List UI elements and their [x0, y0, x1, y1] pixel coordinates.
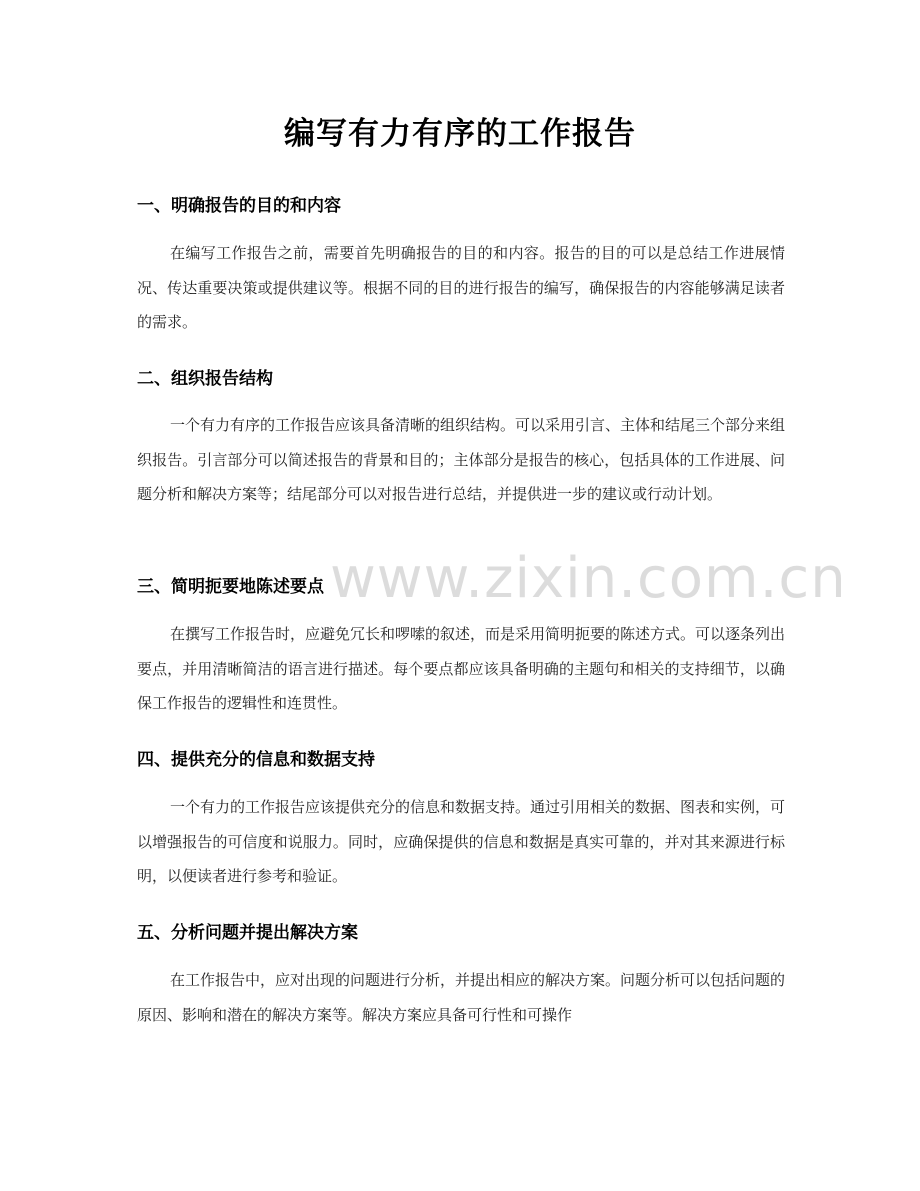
watermark: www.zixin.com.cn [330, 546, 847, 611]
section-heading: 四、提供充分的信息和数据支持 [137, 750, 375, 770]
section-heading: 三、简明扼要地陈述要点 [137, 577, 324, 597]
document-title: 编写有力有序的工作报告 [284, 116, 636, 152]
section-heading: 一、明确报告的目的和内容 [137, 196, 341, 216]
section-heading: 二、组织报告结构 [137, 369, 273, 389]
section-paragraph: 一个有力的工作报告应该提供充分的信息和数据支持。通过引用相关的数据、图表和实例，可以增强报告的可信度和说服力。同时，应确保提供的信息和数据是真实可靠的，并对其来源进行标明，以便读者进行参考和验证。 [137, 798, 786, 885]
section-paragraph: 在撰写工作报告时，应避免冗长和啰嗦的叙述，而是采用简明扼要的陈述方式。可以逐条列出要点，并用清晰简洁的语言进行描述。每个要点都应该具备明确的主题句和相关的支持细节，以确保工作报告的逻辑性和连贯性。 [137, 625, 786, 712]
section-heading: 五、分析问题并提出解决方案 [137, 923, 358, 943]
section-paragraph: 一个有力有序的工作报告应该具备清晰的组织结构。可以采用引言、主体和结尾三个部分来组织报告。引言部分可以简述报告的背景和目的；主体部分是报告的核心，包括具体的工作进展、问题分析和解决方案等；结尾部分可以对报告进行总结，并提供进一步的建议或行动计划。 [137, 416, 786, 503]
section-paragraph: 在编写工作报告之前，需要首先明确报告的目的和内容。报告的目的可以是总结工作进展情况、传达重要决策或提供建议等。根据不同的目的进行报告的编写，确保报告的内容能够满足读者的需求。 [137, 244, 785, 331]
section-paragraph: 在工作报告中，应对出现的问题进行分析，并提出相应的解决方案。问题分析可以包括问题的原因、影响和潜在的解决方案等。解决方案应具备可行性和可操作 [137, 971, 786, 1024]
